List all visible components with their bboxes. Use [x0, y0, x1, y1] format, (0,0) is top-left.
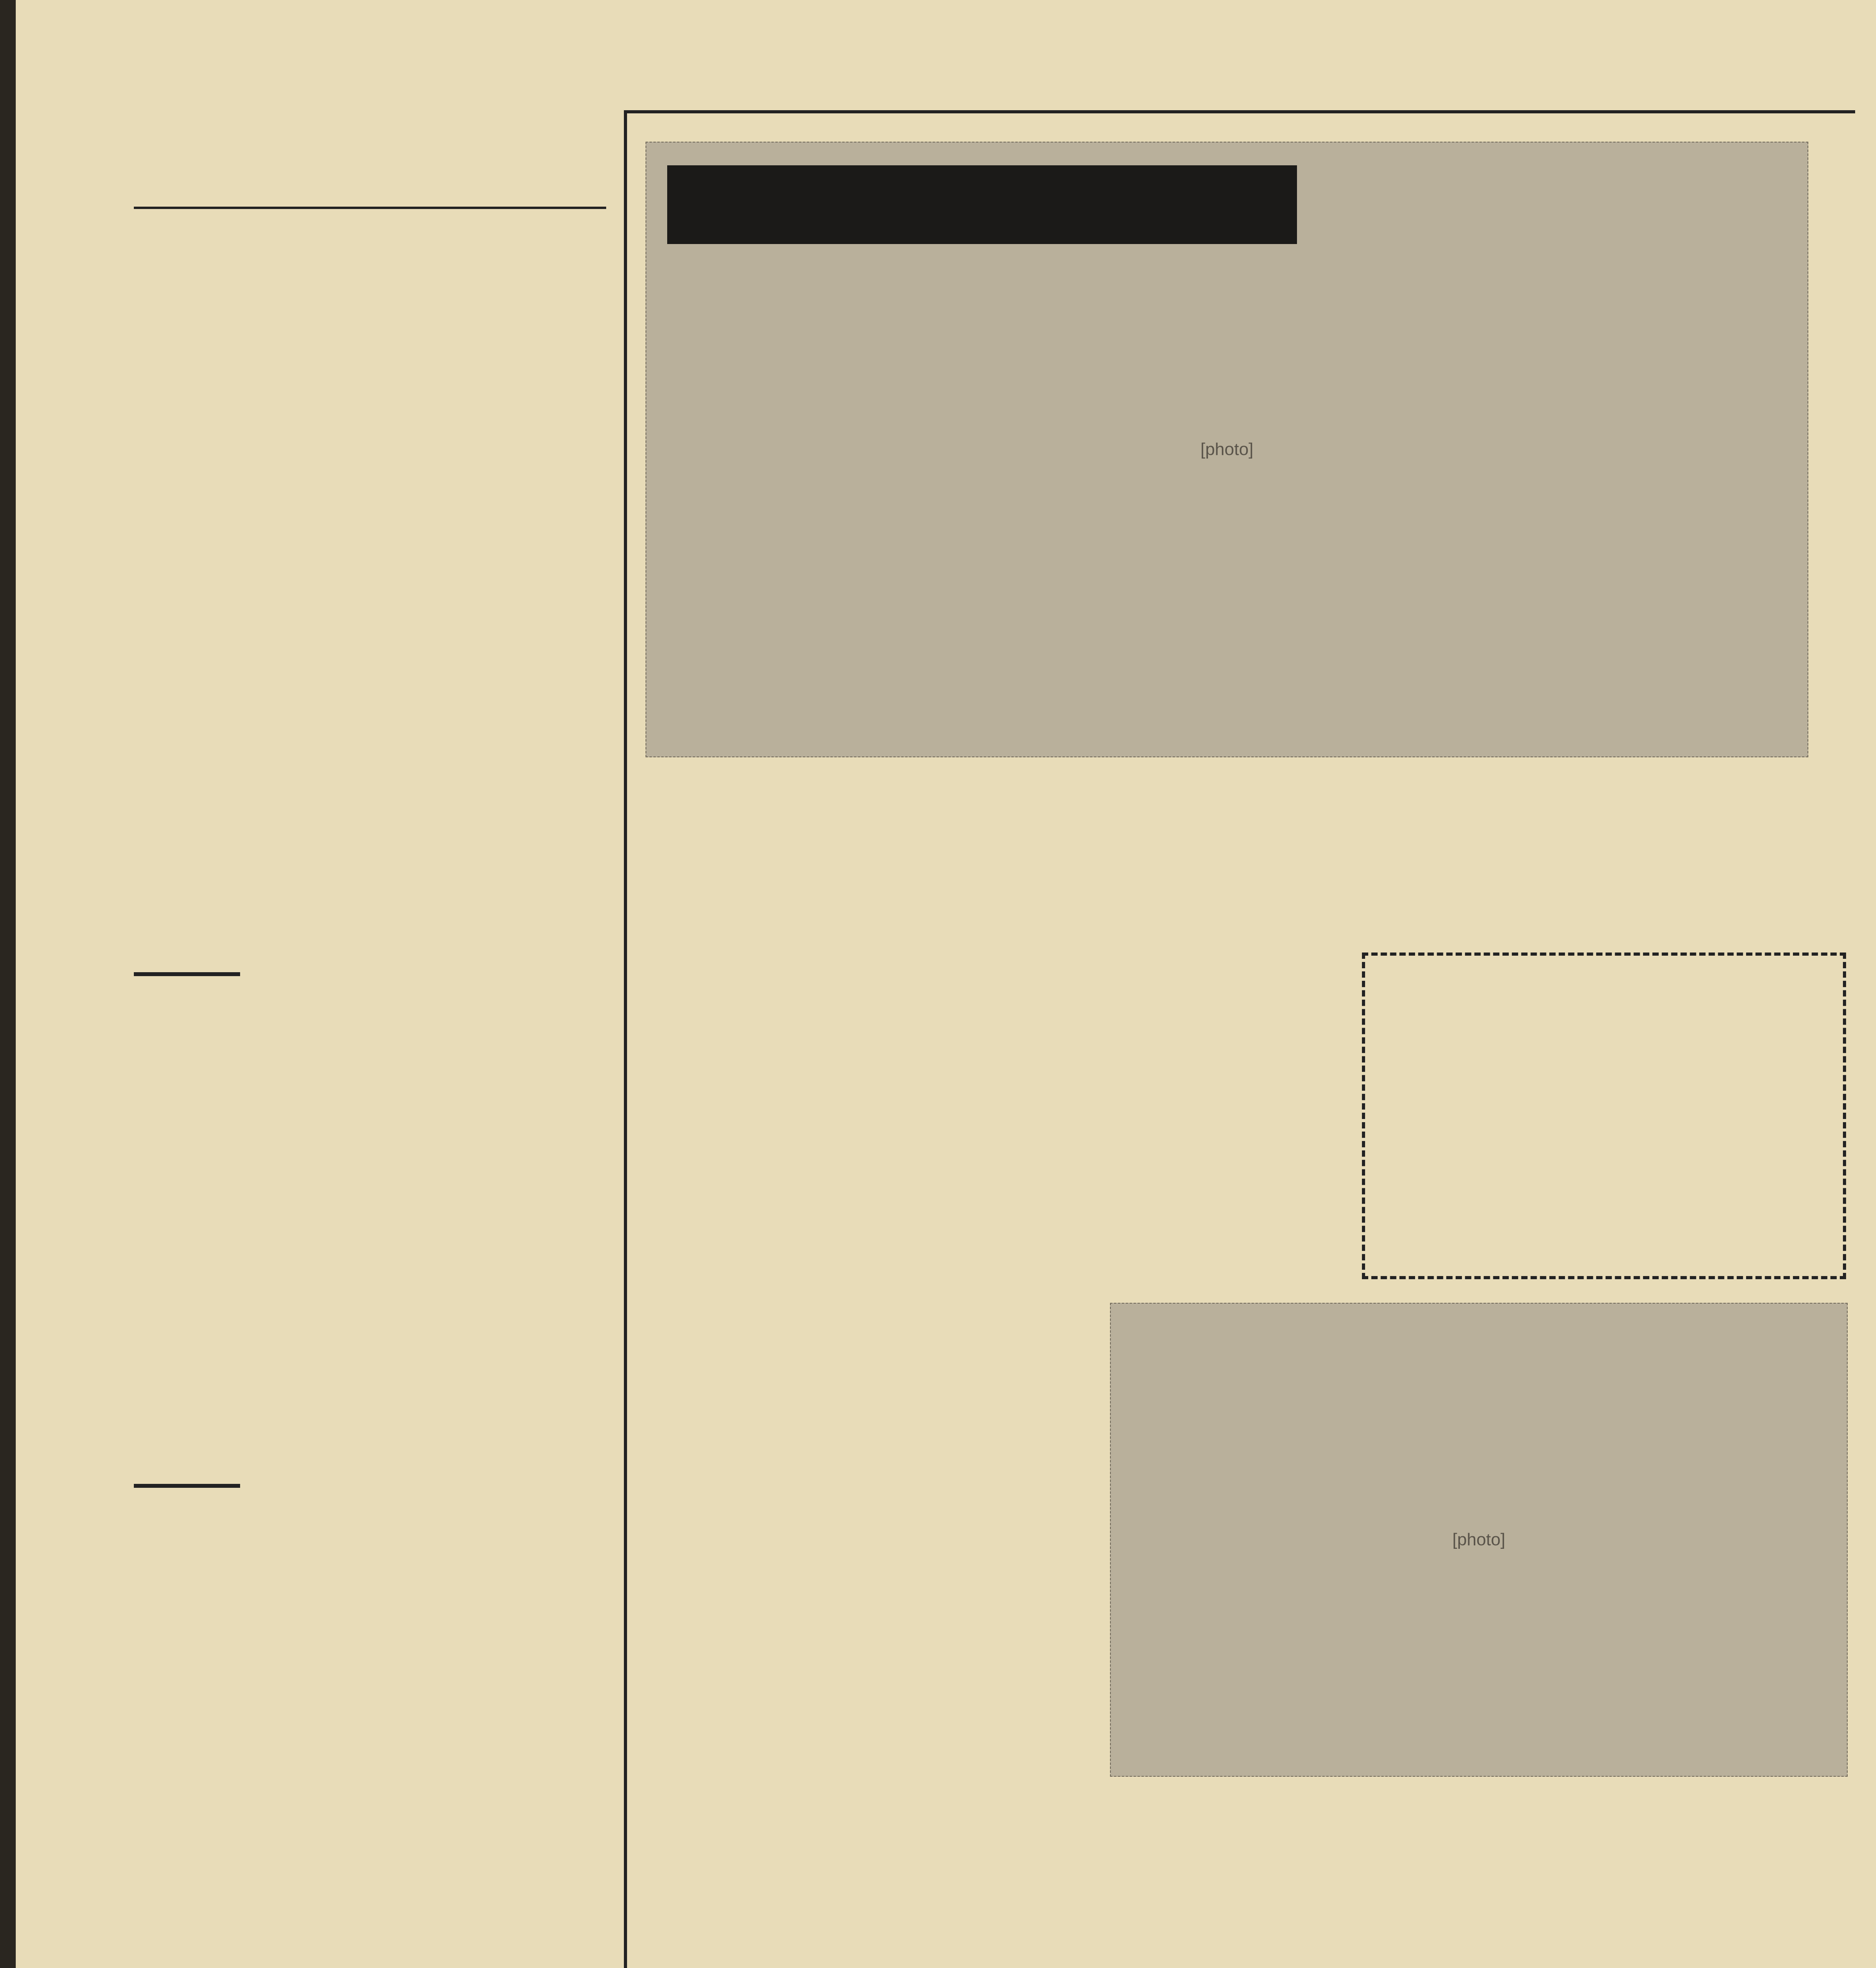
- column-body: [134, 358, 606, 1968]
- column-divider: [134, 972, 240, 976]
- column-divider: [134, 1484, 240, 1488]
- holiday-banner: [667, 165, 1297, 244]
- masthead: [134, 118, 606, 209]
- intro-box: [1362, 953, 1846, 1279]
- page-edge-left: [0, 0, 16, 1968]
- dance-photo: [photo]: [1110, 1303, 1848, 1777]
- left-column: [134, 118, 606, 1968]
- procession-photo: [photo]: [646, 142, 1808, 757]
